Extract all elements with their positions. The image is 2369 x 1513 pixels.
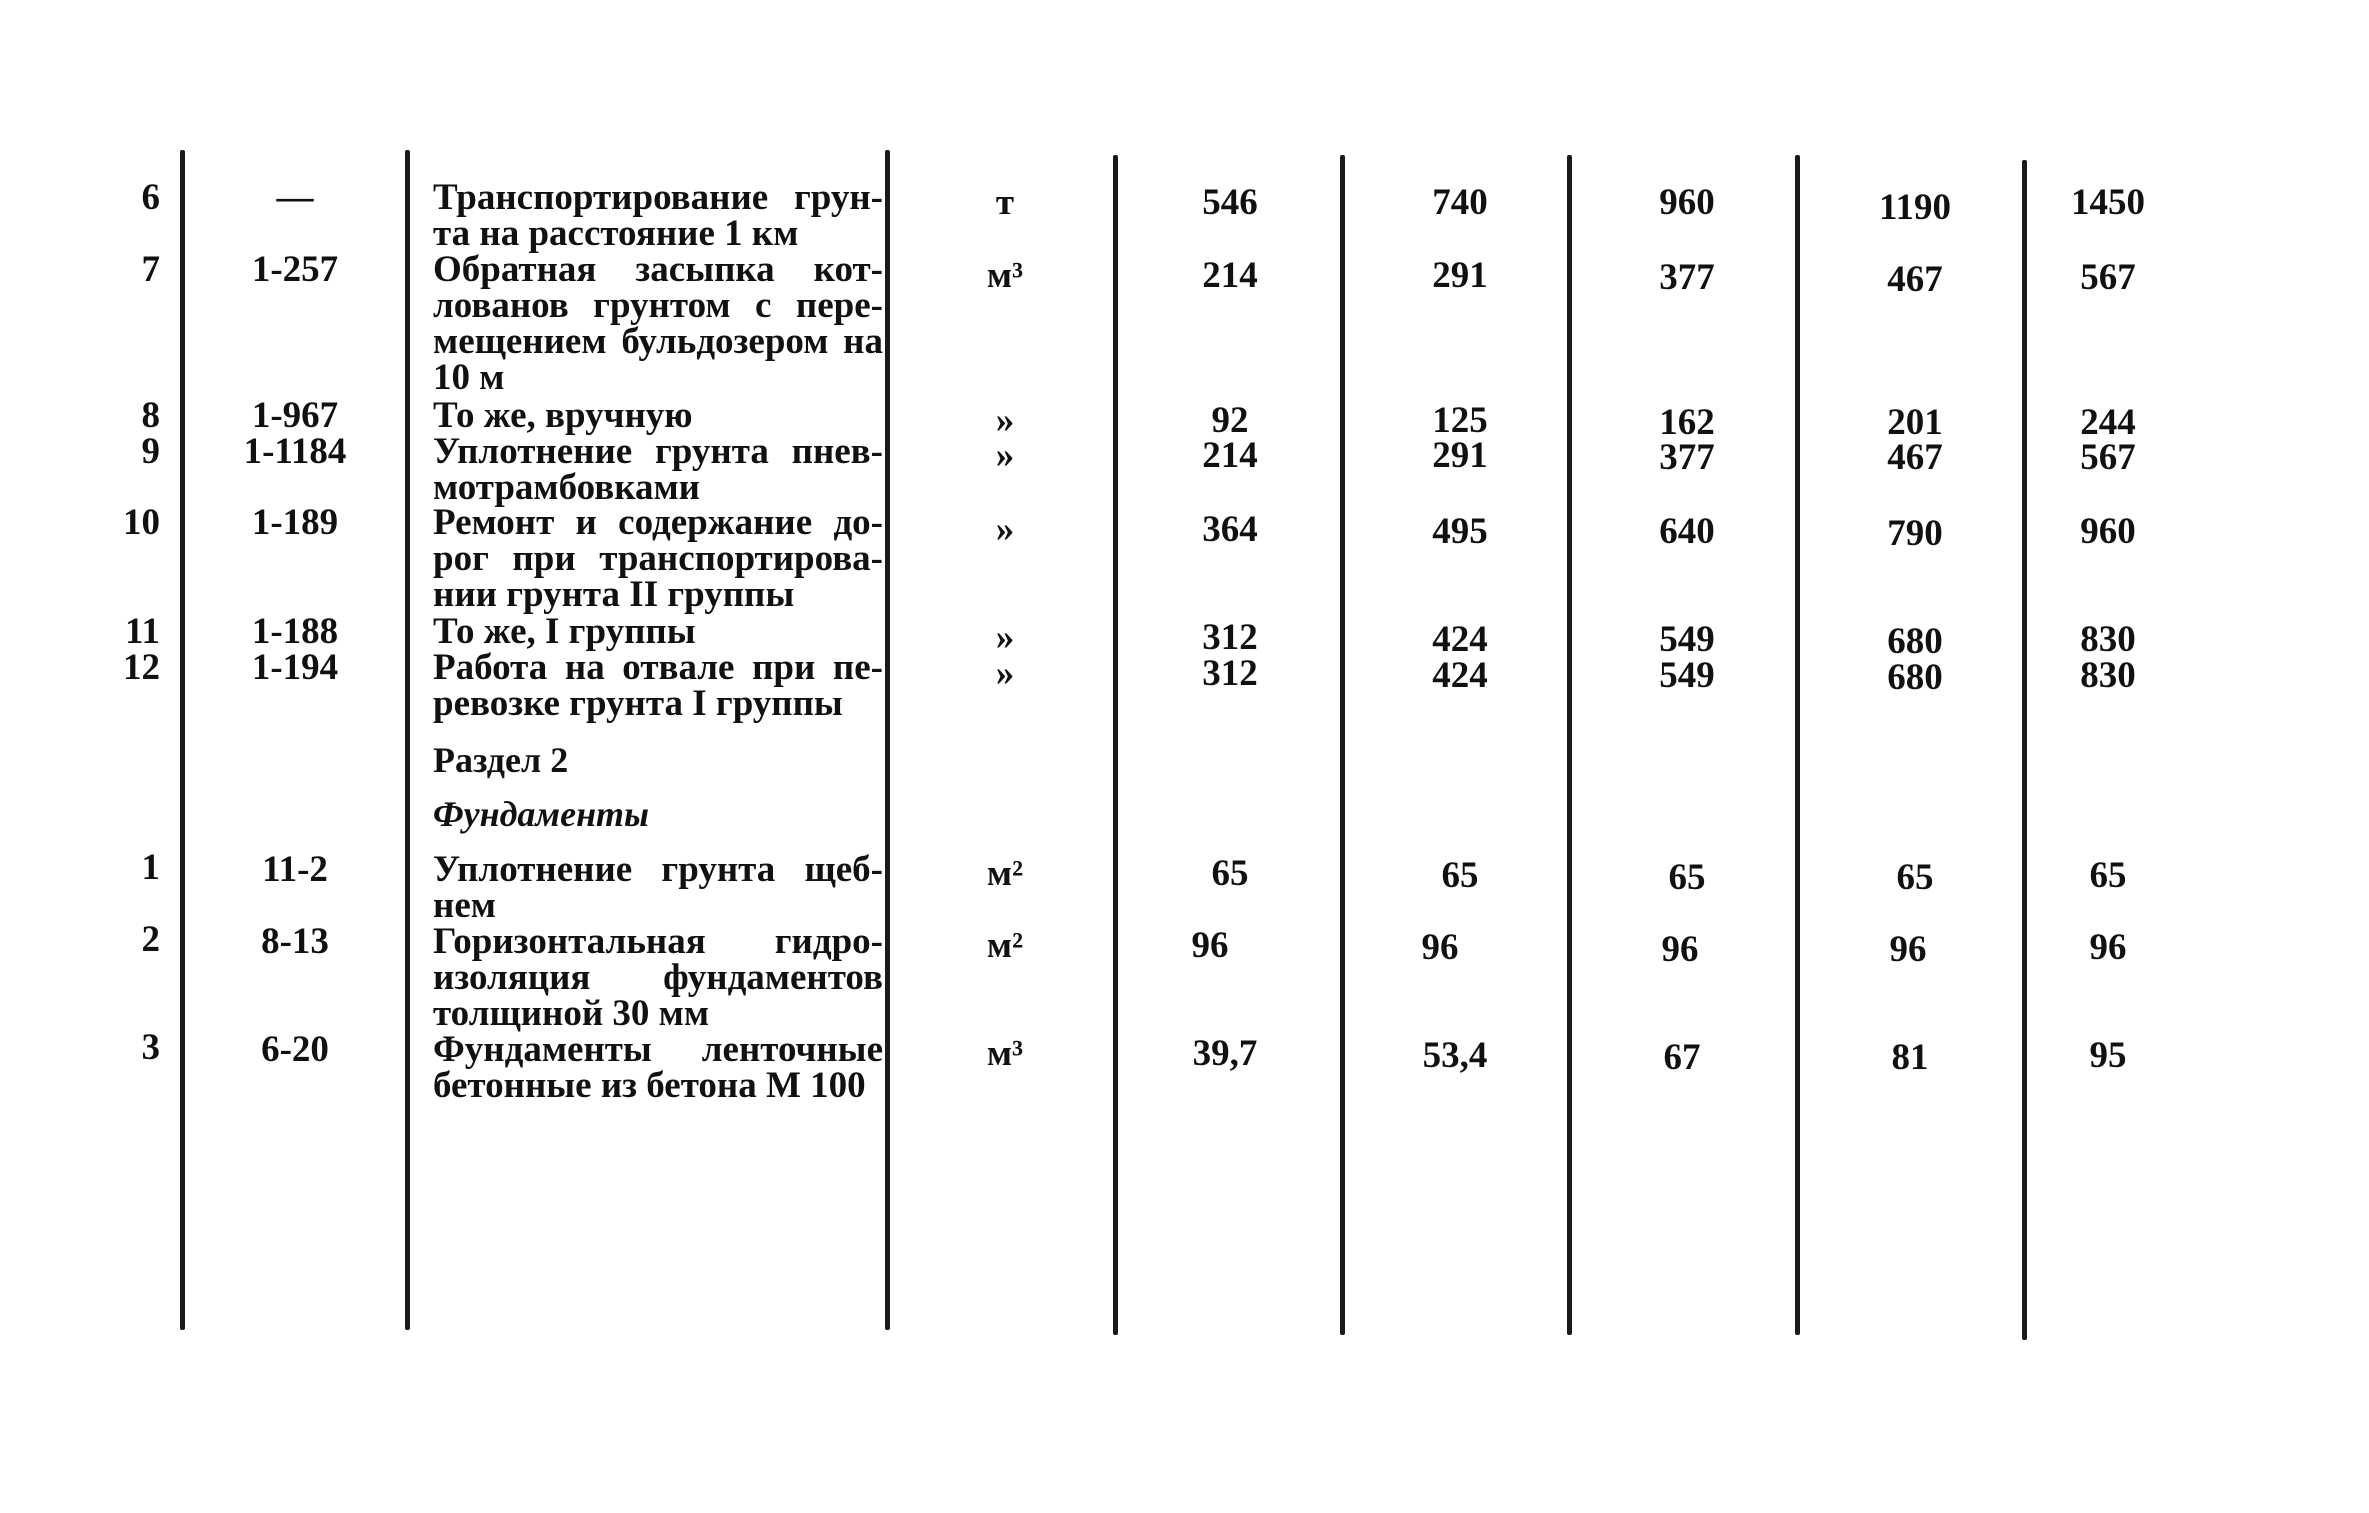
- row-number: 12: [123, 647, 160, 688]
- value-col3: 377: [1659, 437, 1715, 478]
- value-col2: 740: [1432, 182, 1488, 223]
- row-number: 2: [141, 919, 160, 960]
- value-col1: 96: [1191, 925, 1229, 966]
- value-col3: 549: [1659, 619, 1715, 660]
- value-col4: 1190: [1879, 187, 1951, 228]
- unit: »: [995, 653, 1015, 694]
- value-col2: 424: [1432, 655, 1488, 696]
- row-number: 7: [141, 249, 160, 290]
- value-col4: 680: [1887, 621, 1943, 662]
- value-col2: 96: [1421, 927, 1459, 968]
- column-rule: [405, 150, 410, 1330]
- work-description: Работа на отвале при пе-ревозке грунта I группы: [433, 647, 883, 724]
- norm-code: —: [276, 177, 314, 218]
- work-description: То же, вручную: [433, 395, 693, 436]
- value-col1: 312: [1202, 653, 1258, 694]
- value-col1: 92: [1211, 400, 1249, 441]
- value-col4: 201: [1887, 402, 1943, 443]
- work-description: То же, I группы: [433, 611, 696, 652]
- unit: »: [995, 400, 1015, 441]
- unit: м²: [986, 925, 1024, 966]
- row-number: 8: [141, 395, 160, 436]
- norm-code: 1-188: [251, 611, 339, 652]
- column-rule: [1340, 155, 1345, 1335]
- work-description: Транспортирование грун-та на расстояние 1 км: [433, 177, 883, 254]
- norm-code: 8-13: [261, 921, 329, 962]
- unit: »: [995, 509, 1015, 550]
- value-col1: 65: [1211, 853, 1249, 894]
- row-number: 10: [123, 502, 160, 543]
- column-rule: [1567, 155, 1572, 1335]
- value-col4: 96: [1889, 929, 1927, 970]
- column-rule: [1113, 155, 1118, 1335]
- work-description: Обратная засыпка кот-лованов грунтом с пере-мещением бульдозером на 10 м: [433, 249, 883, 398]
- value-col3: 65: [1668, 857, 1706, 898]
- value-col2: 291: [1432, 435, 1488, 476]
- section-subtitle: Фундаменты: [433, 794, 650, 834]
- unit: м³: [986, 255, 1024, 296]
- value-col2: 424: [1432, 619, 1488, 660]
- value-col2: 53,4: [1422, 1035, 1488, 1076]
- value-col4: 467: [1887, 437, 1943, 478]
- column-rule: [885, 150, 890, 1330]
- value-col3: 960: [1659, 182, 1715, 223]
- value-col3: 377: [1659, 257, 1715, 298]
- column-rule: [180, 150, 185, 1330]
- row-number: 11: [125, 611, 160, 652]
- unit: т: [995, 182, 1015, 223]
- value-col3: 640: [1659, 511, 1715, 552]
- value-col4: 680: [1887, 657, 1943, 698]
- value-col5: 95: [2089, 1035, 2127, 1076]
- value-col5: 830: [2080, 619, 2136, 660]
- norm-code: 1-967: [251, 395, 339, 436]
- value-col3: 96: [1661, 929, 1699, 970]
- value-col1: 214: [1202, 255, 1258, 296]
- value-col2: 125: [1432, 400, 1488, 441]
- value-col5: 960: [2080, 511, 2136, 552]
- value-col5: 1450: [2071, 182, 2145, 223]
- value-col1: 546: [1202, 182, 1258, 223]
- unit: »: [995, 435, 1015, 476]
- value-col2: 65: [1441, 855, 1479, 896]
- row-number: 6: [141, 177, 160, 218]
- work-description: Горизонтальная гидро-изоляция фундаментов толщиной 30 мм: [433, 921, 883, 1034]
- column-rule: [1795, 155, 1800, 1335]
- work-description: Фундаменты ленточные бетонные из бетона М 100: [433, 1029, 883, 1106]
- row-number: 9: [141, 431, 160, 472]
- row-number: 3: [141, 1027, 160, 1068]
- unit: »: [995, 617, 1015, 658]
- value-col1: 214: [1202, 435, 1258, 476]
- value-col3: 67: [1663, 1037, 1701, 1078]
- value-col5: 830: [2080, 655, 2136, 696]
- norm-code: 6-20: [261, 1029, 329, 1070]
- value-col3: 162: [1659, 402, 1715, 443]
- value-col5: 96: [2089, 927, 2127, 968]
- norm-code: 1-257: [251, 249, 339, 290]
- value-col2: 291: [1432, 255, 1488, 296]
- value-col4: 65: [1896, 857, 1934, 898]
- value-col5: 244: [2080, 402, 2136, 443]
- column-rule: [2022, 160, 2027, 1340]
- norm-code: 1-189: [251, 502, 339, 543]
- section-title: Раздел 2: [433, 740, 569, 780]
- value-col1: 39,7: [1192, 1033, 1258, 1074]
- value-col5: 567: [2080, 437, 2136, 478]
- work-description: Уплотнение грунта щеб-нем: [433, 849, 883, 926]
- work-description: Ремонт и содержание до-рог при транспортирова-нии грунта II группы: [433, 502, 883, 615]
- value-col2: 495: [1432, 511, 1488, 552]
- work-description: Уплотнение грунта пнев-мотрамбовками: [433, 431, 883, 508]
- norm-code: 1-194: [251, 647, 339, 688]
- value-col1: 312: [1202, 617, 1258, 658]
- unit: м³: [986, 1033, 1024, 1074]
- value-col4: 467: [1887, 259, 1943, 300]
- value-col5: 567: [2080, 257, 2136, 298]
- unit: м²: [986, 853, 1024, 894]
- value-col4: 81: [1891, 1037, 1929, 1078]
- norm-code: 11-2: [262, 849, 328, 890]
- value-col5: 65: [2089, 855, 2127, 896]
- row-number: 1: [141, 847, 160, 888]
- value-col4: 790: [1887, 513, 1943, 554]
- norm-code: 1-1184: [243, 431, 347, 472]
- value-col1: 364: [1202, 509, 1258, 550]
- value-col3: 549: [1659, 655, 1715, 696]
